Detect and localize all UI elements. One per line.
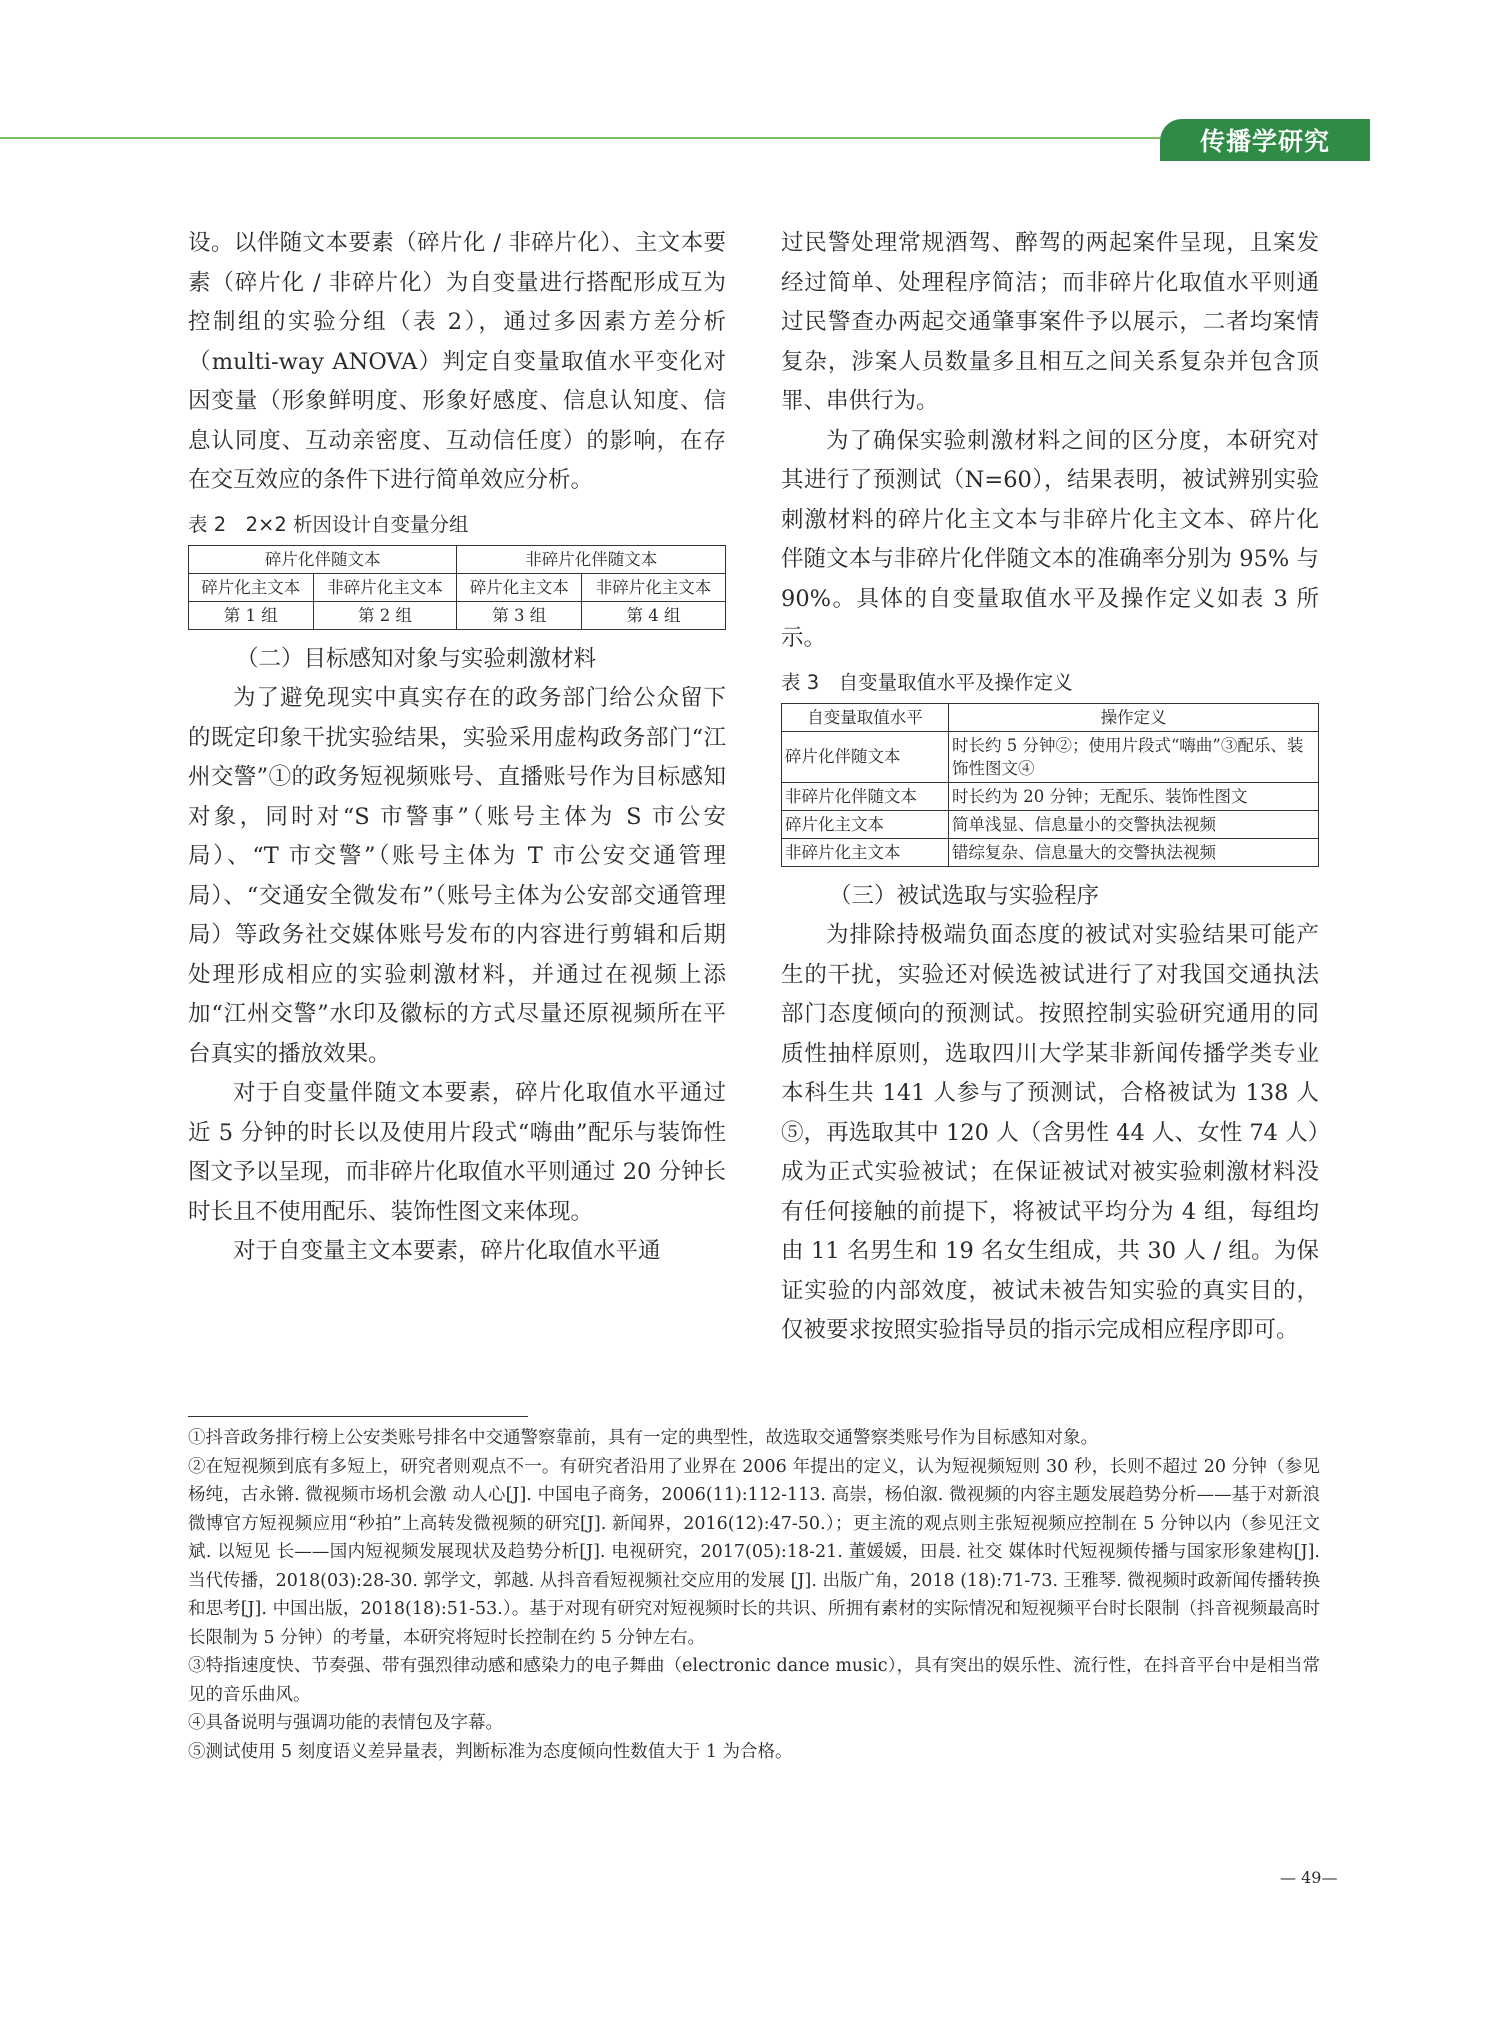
table3-cell: 时长约 5 分钟②；使用片段式“嗨曲”③配乐、装饰性图文④ <box>949 731 1319 782</box>
table2-caption: 表 2 2×2 析因设计自变量分组 <box>188 512 469 536</box>
table2-cell: 第 3 组 <box>457 601 582 629</box>
section-heading: （二）目标感知对象与实验刺激材料 <box>236 645 597 672</box>
table3-cell: 碎片化伴随文本 <box>782 731 949 782</box>
page-number: — 49— <box>1280 1868 1338 1887</box>
paragraph: 过民警处理常规酒驾、醉驾的两起案件呈现，且案发经过简单、处理程序简洁；而非碎片化取值水平则通过民警查办两起交通肇事案件予以展示，二者均案情复杂，涉案人员数量多且相互之间关系复杂并包含顶罪、串供行为。 <box>781 230 1319 414</box>
table3-cell: 碎片化主文本 <box>782 810 949 838</box>
paragraph: 为排除持极端负面态度的被试对实验结果可能产生的干扰，实验还对候选被试进行了对我国交通执法部门态度倾向的预测试。按照控制实验研究通用的同质性抽样原则，选取四川大学某非新闻传播学类专业本科生共 141 人参与了预测试，合格被试为 138 人⑤，再选取其中 120 人（含男性 44 人、女性 74 人）成为正式实验被试；在保证被试对被实验刺激材料没有任何接触的前提下，将被试平均分为 4 组，每组均由 11 名男生和 19 名女生组成，共 30 人 / 组。为保证实验的内部效度，被试未被告知实验的真实目的，仅被要求按照实验指导员的指示完成相应程序即可。 <box>781 922 1319 1343</box>
footnote: ②在短视频到底有多短上，研究者则观点不一。有研究者沿用了业界在 2006 年提出的定义，认为短视频短则 30 秒，长则不超过 20 分钟（参见杨纯，古永锵. 微视频市场机会激 动人心[J]. 中国电子商务，2006(11):112-113. 高崇，杨伯溆. 微视频的内容主题发展趋势分析——基于对新浪微博官方短视频应用“秒拍”上高转发微视频的研究[J]. 新闻界，2016(12):47-50.）；更主流的观点则主张短视频应控制在 5 分钟以内（参见汪文斌. 以短见 长——国内短视频发展现状及趋势分析[J]. 电视研究，2017(05):18-21. 董媛媛，田晨. 社交 媒体时代短视频传播与国家形象建构[J]. 当代传播，2018(03):28-30. 郭学文，郭越. 从抖音看短视频社交应用的发展 [J]. 出版广角，2018 (18):71-73. 王雅琴. 微视频时政新闻传播转换 和思考[J]. 中国出版，2018(18):51-53.）。基于对现有研究对短视频时长的共识、所拥有素材的实际情况和短视频平台时长限制（抖音视频最高时长限制为 5 分钟）的考量，本研究将短时长控制在约 5 分钟左右。 <box>188 1456 1320 1648</box>
table3-cell: 时长约为 20 分钟；无配乐、装饰性图文 <box>949 782 1319 810</box>
table2 <box>188 545 726 630</box>
table2-subheader-cell: 碎片化主文本 <box>189 573 314 601</box>
table2-header-cell: 碎片化伴随文本 <box>189 545 457 573</box>
footnote: ④具备说明与强调功能的表情包及字幕。 <box>188 1713 503 1733</box>
left-column <box>188 224 726 1272</box>
table2-cell: 第 1 组 <box>189 601 314 629</box>
paragraph: 对于自变量主文本要素，碎片化取值水平通 <box>233 1238 661 1264</box>
table3-header-cell: 操作定义 <box>949 703 1319 731</box>
footnote-rule <box>188 1416 528 1417</box>
footnotes <box>188 1424 1320 1766</box>
journal-section-tab: 传播学研究 <box>1160 119 1370 161</box>
table2-subheader-cell: 非碎片化主文本 <box>313 573 457 601</box>
table3-cell: 错综复杂、信息量大的交警执法视频 <box>949 838 1319 866</box>
table2-subheader-cell: 非碎片化主文本 <box>582 573 726 601</box>
paragraph: 为了确保实验刺激材料之间的区分度，本研究对其进行了预测试（N=60），结果表明，被试辨别实验刺激材料的碎片化主文本与非碎片化主文本、碎片化伴随文本与非碎片化伴随文本的准确率分别为 95% 与 90%。具体的自变量取值水平及操作定义如表 3 所示。 <box>781 427 1319 651</box>
footnote: ⑤测试使用 5 刻度语义差异量表，判断标准为态度倾向性数值大于 1 为合格。 <box>188 1741 793 1762</box>
footnote: ①抖音政务排行榜上公安类账号排名中交通警察靠前，具有一定的典型性，故选取交通警察类账号作为目标感知对象。 <box>188 1428 1098 1448</box>
table2-subheader-cell: 碎片化主文本 <box>457 573 582 601</box>
header-rule <box>0 137 1160 139</box>
right-column <box>781 224 1319 1351</box>
table2-header-cell: 非碎片化伴随文本 <box>457 545 726 573</box>
table3-caption: 表 3 自变量取值水平及操作定义 <box>781 670 1073 694</box>
table2-cell: 第 4 组 <box>582 601 726 629</box>
table3-cell: 简单浅显、信息量小的交警执法视频 <box>949 810 1319 838</box>
table3 <box>781 703 1319 867</box>
paragraph: 为了避免现实中真实存在的政务部门给公众留下的既定印象干扰实验结果，实验采用虚构政务部门“江州交警”①的政务短视频账号、直播账号作为目标感知对象，同时对“S 市警事”（账号主体为 S 市公安局）、“T 市交警”（账号主体为 T 市公安交通管理局）、“交通安全微发布”（账号主体为公安部交通管理局）等政务社交媒体账号发布的内容进行剪辑和后期处理形成相应的实验刺激材料，并通过在视频上添加“江州交警”水印及徽标的方式尽量还原视频所在平台真实的播放效果。 <box>188 685 726 1067</box>
paragraph: 设。以伴随文本要素（碎片化 / 非碎片化）、主文本要素（碎片化 / 非碎片化）为自变量进行搭配形成互为控制组的实验分组（表 2），通过多因素方差分析（multi-way ANOVA）判定自变量取值水平变化对因变量（形象鲜明度、形象好感度、信息认知度、信息认同度、互动亲密度、互动信任度）的影响，在存在交互效应的条件下进行简单效应分析。 <box>188 230 726 493</box>
table3-cell: 非碎片化伴随文本 <box>782 782 949 810</box>
table3-cell: 非碎片化主文本 <box>782 838 949 866</box>
footnote: ③特指速度快、节奏强、带有强烈律动感和感染力的电子舞曲（electronic dance music），具有突出的娱乐性、流行性，在抖音平台中是相当常见的音乐曲风。 <box>188 1656 1320 1705</box>
section-heading: （三）被试选取与实验程序 <box>829 882 1100 909</box>
table3-header-cell: 自变量取值水平 <box>782 703 949 731</box>
paragraph: 对于自变量伴随文本要素，碎片化取值水平通过近 5 分钟的时长以及使用片段式“嗨曲”配乐与装饰性图文予以呈现，而非碎片化取值水平则通过 20 分钟长时长且不使用配乐、装饰性图文来体现。 <box>188 1080 726 1225</box>
table2-cell: 第 2 组 <box>313 601 457 629</box>
